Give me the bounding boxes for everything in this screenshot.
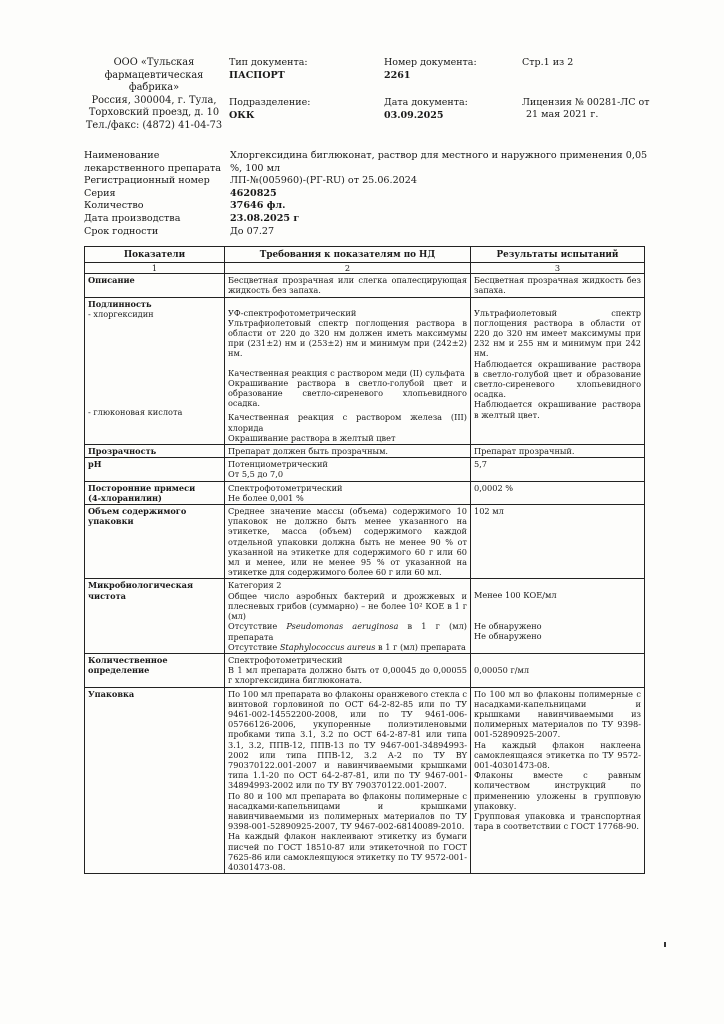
indicator-cell (85, 653, 225, 687)
indicator: Подлинность (88, 298, 152, 309)
spacer (474, 299, 641, 308)
requirement-text: Среднее значение массы (объема) содержимого 10 упаковок не должно быть менее указанного на этикетке, масса (объем) содержимого каждой отдельной упаковки должна быть не менее 90 % от указанной на этикетке для содержимого 60 г или 60 мл и менее, или не менее 95 % от указанной на этикетке для содержимого более 60 г или 60 мл. (228, 506, 467, 578)
company-phone: Тел./факс: (4872) 41-04-73 (85, 119, 223, 131)
requirement-text: Окрашивание раствора в желтый цвет (228, 432, 396, 443)
result-text: 102 мл (474, 506, 504, 517)
license-line-2: 21 мая 2021 г. (526, 109, 599, 120)
spacer (228, 359, 467, 368)
requirement-text: По 80 и 100 мл препарата во флаконы полимерные с насадками-капельницами и крышками навинчиваемыми из полимерных материалов по ТУ 9398-001-52890925-2007, ТУ 9467-002-68140089-2010. (228, 790, 467, 832)
doc-date-label: Дата документа: (384, 97, 468, 108)
page-number: Стр.1 из 2 (522, 57, 574, 68)
info-value: 37646 фл. (230, 200, 286, 212)
result-cell (471, 579, 645, 653)
result-text: Препарат прозрачный. (474, 446, 575, 457)
indicator-cell (85, 505, 225, 579)
header-requirements: Требования к показателям по НД (225, 247, 471, 263)
company-address-1: Россия, 300004, г. Тула, (91, 94, 217, 106)
requirement-text: Категория 2 (228, 580, 282, 591)
license-line-1: Лицензия № 00281-ЛС от (522, 97, 650, 108)
table-row-description (85, 274, 645, 297)
scan-mark (664, 942, 666, 947)
requirement-cell (225, 653, 471, 687)
col-number: 3 (471, 263, 645, 274)
doc-number (384, 57, 477, 82)
license (522, 97, 649, 121)
indicator: Прозрачность (88, 446, 157, 457)
info-label: Наименование лекарственного препарата (84, 150, 222, 174)
table-header-row (85, 247, 645, 263)
indicator-cell (85, 445, 225, 458)
table-row-identity (85, 297, 645, 444)
requirement-text: Ультрафиолетовый спектр поглощения раствора в области от 220 до 320 нм должен иметь максимумы при (231±2) нм и (253±2) нм и минимум при (242±2) нм. (228, 317, 467, 359)
result-text: Флаконы вместе с равным количеством инструкций по применению уложены в групповую упаковку. (474, 770, 641, 811)
indicator-sub: (4-хлоранилин) (88, 492, 162, 503)
organism-name: Staphylococcus aureus (279, 641, 376, 652)
result-text: Не обнаружено (474, 630, 542, 641)
indicator-cell (85, 481, 225, 504)
info-label: Дата производства (84, 212, 181, 224)
requirement-text: УФ-спектрофотометрический (228, 307, 357, 318)
info-value: ЛП-№(005960)-(РГ-RU) от 25.06.2024 (230, 175, 417, 187)
result-cell (471, 653, 645, 687)
header-results: Результаты испытаний (471, 247, 645, 263)
info-label: Регистрационный номер (84, 175, 210, 187)
requirement-text: По 100 мл препарата во флаконы оранжевого стекла с винтовой горловиной по ОСТ 64-2-82-85 или по ТУ 9461-002-14552200-2008, или по ТУ 9461-006-05766126-2006, укупоренные полиэтиленовыми пробками типа 3.1, 3.2 по ОСТ 64-2-87-81 или типа 3.1, 3.2, ППВ-12, ППВ-13 по ТУ 9467-001-34894993-2002 или типа ППВ-12, 3.2 А-2 по ТУ BY 790370122.001-2007 и навинчиваемыми крышками типа 1.1-20 по ОСТ 64-2-87-81, или по ТУ 9467-001-34894993-2002 или по ТУ BY 790370122.001-2007. (228, 688, 467, 791)
result-text: На каждый флакон наклеена самоклеящаяся этикетка по ТУ 9572-001-40301473-08. (474, 739, 641, 770)
indicator: Описание (88, 275, 135, 286)
department-label: Подразделение: (229, 97, 311, 108)
result-text: Не обнаружено (474, 620, 542, 631)
requirement-text: Общее число аэробных бактерий и дрожжевых и плесневых грибов (суммарно) – не более 10² КОЕ в 1 г (мл) (228, 590, 467, 622)
result-cell (471, 297, 645, 444)
department-value: ОКК (229, 110, 255, 121)
requirement-text: Отсутствие Pseudomonas aeruginosa в 1 г (мл) препарата (228, 621, 467, 642)
product-info (84, 150, 654, 238)
test-results-table (84, 246, 645, 874)
info-value: 23.08.2025 г (230, 212, 300, 224)
info-value: 4620825 (230, 187, 277, 199)
indicator-cell (85, 297, 225, 444)
doc-type-value: ПАСПОРТ (229, 70, 285, 81)
column-number-row (85, 263, 645, 274)
table-row-ph (85, 458, 645, 481)
info-value: Хлоргексидина биглюконат, раствор для местного и наружного применения 0,05 %, 100 мл (230, 150, 648, 174)
requirement-cell (225, 297, 471, 444)
info-row-reg (84, 175, 654, 188)
requirement-cell (225, 445, 471, 458)
table-row-packaging (85, 687, 645, 874)
company-block (84, 57, 224, 132)
indicator-sub: - глюконовая кислота (88, 407, 183, 418)
requirement-cell (225, 481, 471, 504)
result-text: Ультрафиолетовый спектр поглощения раствора в области от 220 до 320 нм имеет максимумы при 232 нм и 255 нм и минимум при 242 нм. (474, 307, 641, 359)
info-label: Серия (84, 187, 116, 199)
table-row-impurities (85, 481, 645, 504)
indicator: Микробиологическая чистота (88, 580, 194, 601)
spacer (474, 601, 641, 621)
indicator-cell (85, 458, 225, 481)
result-text: Наблюдается окрашивание раствора в светло-голубой цвет и образование светло-сиреневого хлопьевидного осадка. (474, 358, 641, 400)
result-text: Групповая упаковка и транспортная тара в соответствии с ГОСТ 17768-90. (474, 810, 641, 832)
spacer (88, 319, 221, 407)
indicator: Количественное определение (88, 654, 168, 676)
requirement-text: Препарат должен быть прозрачным. (228, 446, 389, 457)
requirement-text: Спектрофотометрический (228, 482, 343, 493)
requirement-cell (225, 458, 471, 481)
requirement-text: В 1 мл препарата должно быть от 0,00045 до 0,00055 г хлоргексидина биглюконата. (228, 665, 467, 686)
table-row-transparency (85, 445, 645, 458)
requirement-text: Качественная реакция с раствором железа (III) хлорида (228, 412, 467, 433)
result-text: По 100 мл во флаконы полимерные с насадками-капельницами и крышками навинчиваемыми из полимерных материалов по ТУ 9398-001-52890925-2007. (474, 688, 641, 740)
info-value: До 07.27 (230, 225, 275, 237)
table-row-assay (85, 653, 645, 687)
spacer (228, 299, 467, 308)
indicator-sub: - хлоргексидин (88, 308, 154, 319)
indicator-cell (85, 687, 225, 874)
requirement-text: Отсутствие Staphylococcus aureus в 1 г (мл) препарата (228, 641, 466, 652)
info-row-expiry (84, 226, 654, 239)
result-text: 0,00050 г/мл (474, 664, 530, 675)
info-row-production-date (84, 213, 654, 226)
result-cell (471, 458, 645, 481)
requirement-cell (225, 579, 471, 653)
indicator-cell (85, 274, 225, 297)
indicator: Посторонние примеси (88, 482, 196, 493)
doc-number-label: Номер документа: (384, 57, 477, 68)
requirement-text: Спектрофотометрический (228, 654, 343, 665)
info-label: Количество (84, 200, 144, 212)
result-cell (471, 505, 645, 579)
doc-date (384, 97, 468, 122)
info-row-quantity (84, 200, 654, 213)
requirement-cell (225, 274, 471, 297)
result-text: 5,7 (474, 459, 488, 470)
requirement-cell (225, 687, 471, 874)
col-number: 1 (85, 263, 225, 274)
requirement-text: На каждый флакон наклеивают этикетку из бумаги писчей по ГОСТ 18510-87 или этикеточной по ГОСТ 7625-86 или самоклеящуюся этикетку по ТУ 9572-001-40301473-08. (228, 831, 467, 872)
organism-name: Pseudomonas aeruginosa (286, 621, 399, 632)
company-name-3: фабрика» (128, 82, 180, 93)
indicator-cell (85, 579, 225, 653)
indicator: pH (88, 459, 102, 470)
result-cell (471, 274, 645, 297)
requirement-text: Не более 0,001 % (228, 492, 304, 503)
requirement-text: Бесцветная прозрачная или слегка опалесцирующая жидкость без запаха. (228, 275, 467, 296)
requirement-cell (225, 505, 471, 579)
result-text: Наблюдается окрашивание раствора в желтый цвет. (474, 399, 641, 420)
doc-date-value: 03.09.2025 (384, 110, 444, 121)
info-label: Срок годности (84, 225, 159, 237)
requirement-text: Качественная реакция с раствором меди (II) сульфата (228, 367, 465, 378)
company-name-2: фармацевтическая (104, 69, 204, 81)
result-cell (471, 687, 645, 874)
header-indicators: Показатели (85, 247, 225, 263)
result-text: Бесцветная прозрачная жидкость без запаха. (474, 275, 641, 296)
result-cell (471, 445, 645, 458)
table-row-microbiology (85, 579, 645, 653)
result-text: 0,0002 % (474, 482, 514, 493)
spacer (474, 580, 641, 590)
requirement-text: Потенциометрический (228, 459, 328, 470)
doc-type (229, 57, 308, 82)
doc-type-label: Тип документа: (229, 57, 308, 68)
company-address-2: Торховский проезд, д. 10 (88, 107, 220, 118)
indicator: Упаковка (88, 688, 135, 699)
company-name-1: ООО «Тульская (113, 57, 195, 68)
col-number: 2 (225, 263, 471, 274)
info-row-name (84, 150, 654, 175)
requirement-text: От 5,5 до 7,0 (228, 469, 284, 480)
spacer (474, 655, 641, 665)
result-text: Менее 100 КОЕ/мл (474, 590, 557, 601)
info-row-series (84, 188, 654, 201)
requirement-text: Окрашивание раствора в светло-голубой цвет и образование светло-сиреневого хлопьевидного осадка. (228, 377, 467, 409)
doc-number-value: 2261 (384, 70, 411, 81)
department (229, 97, 310, 122)
indicator: Объем содержимого упаковки (88, 506, 187, 527)
result-cell (471, 481, 645, 504)
table-row-volume (85, 505, 645, 579)
